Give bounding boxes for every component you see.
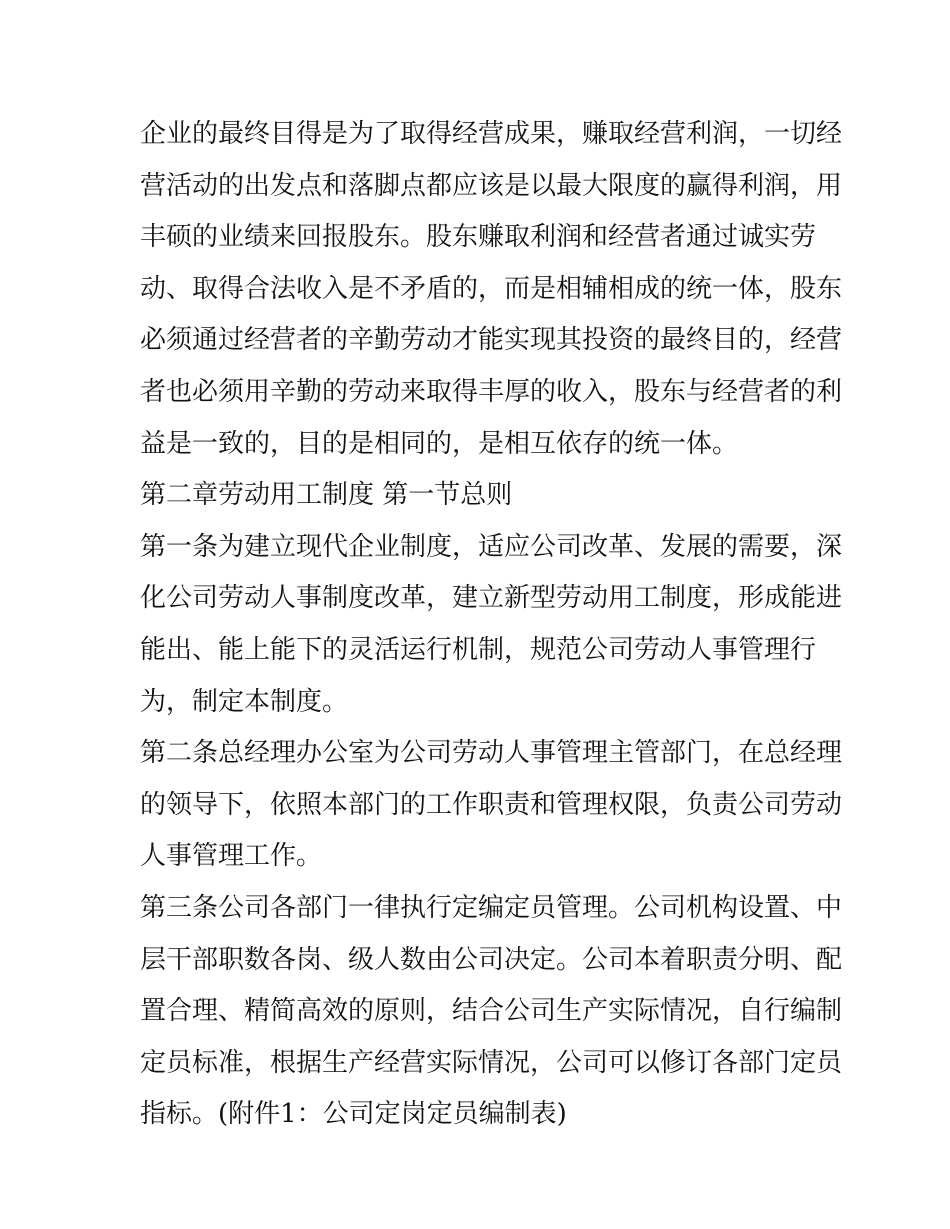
text-line: 丰硕的业绩来回报股东。股东赚取利润和经营者通过诚实劳 <box>140 222 817 253</box>
text-line: 企业的最终目得是为了取得经营成果，赚取经营利润，一切经 <box>140 119 843 149</box>
text-line: 的领导下，依照本部门的工作职责和管理权限，负责公司劳动 <box>140 789 843 820</box>
text-line: 必须通过经营者的辛勤劳动才能实现其投资的最终目的，经营 <box>140 325 843 356</box>
text-line: 能出、能上能下的灵活运行机制，规范公司劳动人事管理行 <box>140 634 817 665</box>
text-line: 动、取得合法收入是不矛盾的，而是相辅相成的统一体，股东 <box>140 273 843 304</box>
text-line: 第三条公司各部门一律执行定编定员管理。公司机构设置、中 <box>140 892 843 923</box>
text-line: 层干部职数各岗、级人数由公司决定。公司本着职责分明、配 <box>140 944 843 975</box>
text-line: 第二条总经理办公室为公司劳动人事管理主管部门，在总经理 <box>140 738 843 769</box>
text-line: 益是一致的，目的是相同的，是相互依存的统一体。 <box>140 428 739 459</box>
text-line: 第一条为建立现代企业制度，适应公司改革、发展的需要，深 <box>140 531 843 562</box>
text-line: 为，制定本制度。 <box>140 686 349 717</box>
text-line: 化公司劳动人事制度改革，建立新型劳动用工制度，形成能进 <box>140 583 843 614</box>
text-line: 定员标准，根据生产经营实际情况，公司可以修订各部门定员 <box>140 1047 843 1078</box>
text-line: 指标。(附件1：公司定岗定员编制表) <box>140 1099 567 1130</box>
text-line: 者也必须用辛勤的劳动来取得丰厚的收入，股东与经营者的利 <box>140 376 843 407</box>
text-line: 置合理、精简高效的原则，结合公司生产实际情况，自行编制 <box>140 996 843 1027</box>
document-body <box>140 109 843 1141</box>
text-line: 人事管理工作。 <box>140 841 323 872</box>
text-line: 营活动的出发点和落脚点都应该是以最大限度的赢得利润，用 <box>140 170 843 201</box>
chapter-heading: 第二章劳动用工制度 第一节总则 <box>140 480 513 511</box>
